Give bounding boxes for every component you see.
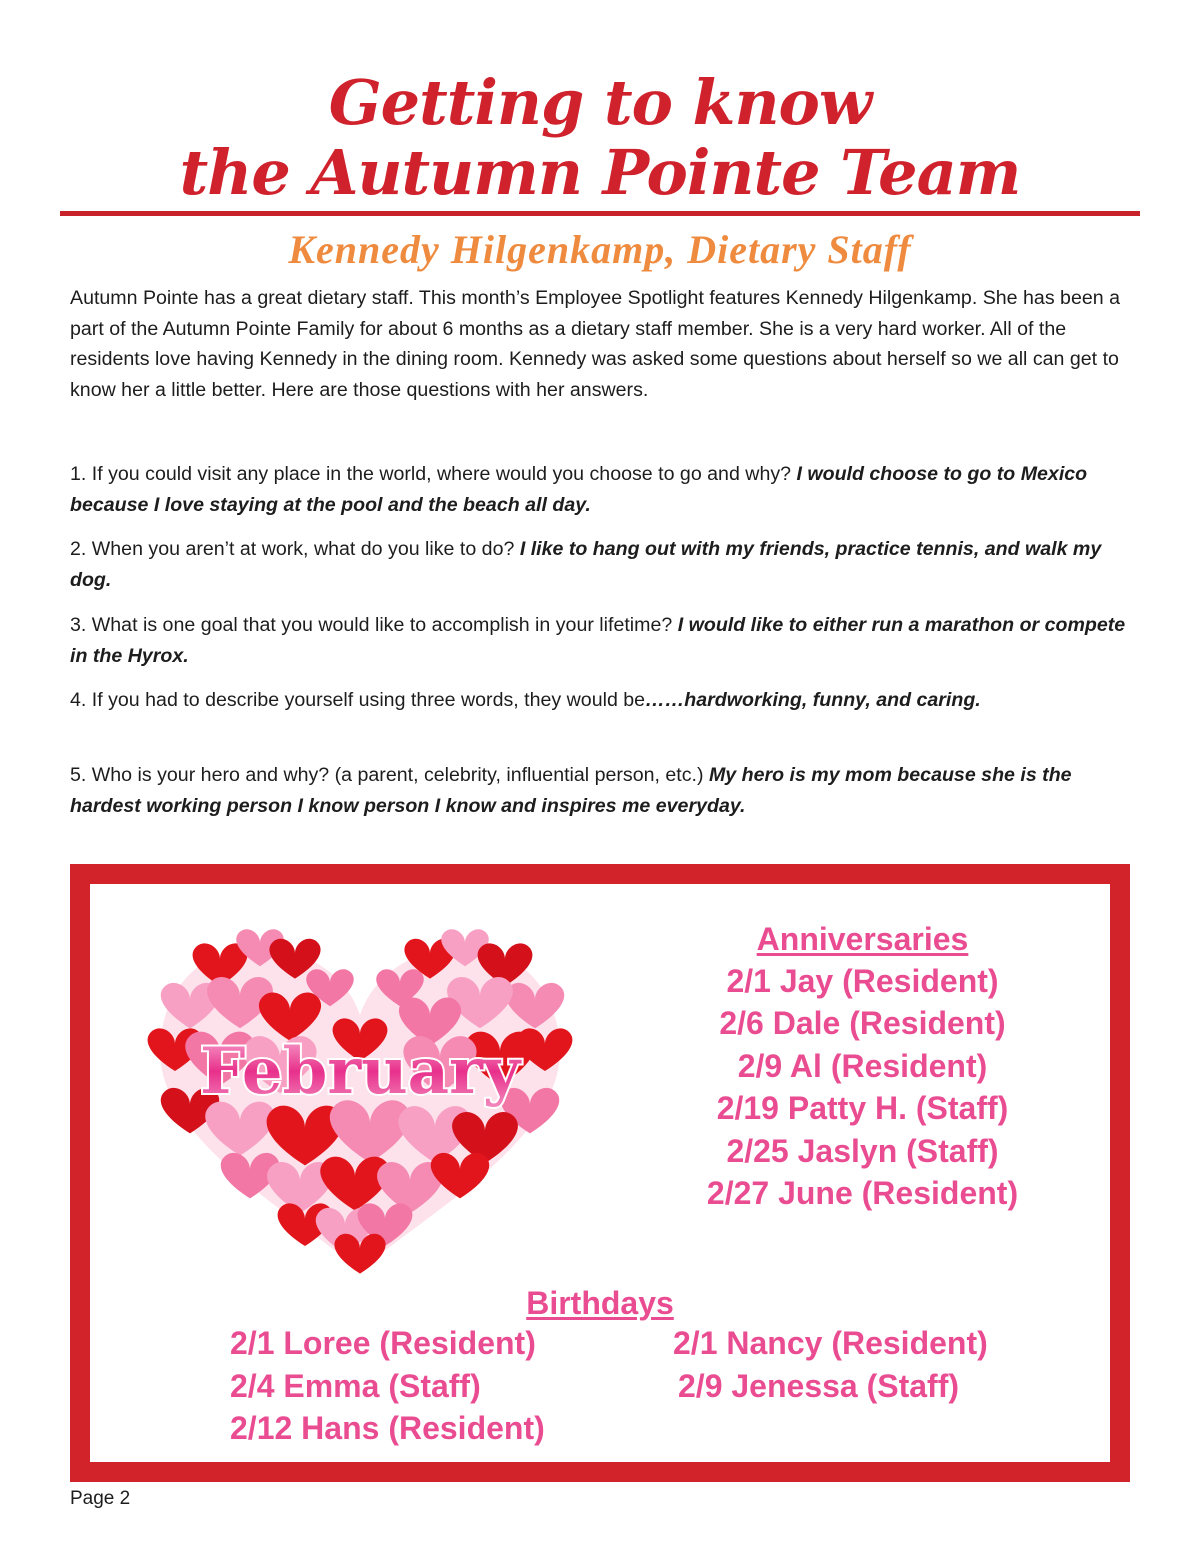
question-text: 4. If you had to describe yourself using three words, they would be [70, 689, 646, 711]
answer-text: ……hardworking, funny, and caring. [645, 689, 981, 711]
anniversary-item: 2/1 Jay (Resident) [726, 963, 999, 999]
birthdays-column-1 [230, 1322, 545, 1450]
birthdays-column-2 [673, 1322, 988, 1407]
page-title-line-1: Getting to know [328, 66, 872, 139]
qa-item-1 [70, 459, 1145, 520]
anniversary-item: 2/6 Dale (Resident) [719, 1005, 1006, 1042]
page-title-line-2: the Autumn Pointe Team [179, 136, 1021, 209]
qa-item-3 [70, 610, 1145, 671]
anniversary-item: 2/25 Jaslyn (Staff) [726, 1132, 999, 1169]
birthday-item: 2/9 Jenessa (Staff) [678, 1367, 960, 1404]
birthday-item: 2/4 Emma (Staff) [230, 1367, 481, 1404]
birthdays-heading: Birthdays [526, 1285, 674, 1321]
anniversaries-heading: Anniversaries [756, 921, 969, 957]
qa-item-5 [70, 760, 1145, 821]
question-text: 1. If you could visit any place in the world, where would you choose to go and why? [70, 463, 797, 485]
answer-text: My hero is my mom because she is the hardest working person I know person I know and inspires me everyday. [70, 764, 1072, 817]
intro-paragraph: Autumn Pointe has a great dietary staff. This month’s Employee Spotlight features Kennedy Hilgenkamp. She has been a part of the Autumn Pointe Family for about 6 months as a dietary staff member. She is a very hard worker. All of the residents love having Kennedy in the dining room. Kennedy was asked some questions about herself so we all can get to know her a little better. Here are those questions with her answers. [70, 287, 1120, 401]
spotlight-subtitle: Kennedy Hilgenkamp, Dietary Staff [288, 227, 912, 272]
anniversaries-list [680, 918, 1045, 1214]
qa-item-2 [70, 534, 1145, 595]
question-text: 3. What is one goal that you would like to accomplish in your lifetime? [70, 614, 678, 636]
birthday-item: 2/1 Loree (Resident) [230, 1325, 536, 1361]
question-text: 5. Who is your hero and why? (a parent, celebrity, influential person, etc.) [70, 764, 709, 786]
title-divider [60, 211, 1140, 216]
anniversary-item: 2/27 June (Resident) [706, 1175, 1019, 1212]
answer-text: I would like to either run a marathon or compete in the Hyrox. [70, 614, 1126, 667]
february-heart-graphic [130, 905, 590, 1275]
birthday-item: 2/12 Hans (Resident) [230, 1410, 545, 1446]
february-label: February [199, 1034, 521, 1109]
birthday-item: 2/1 Nancy (Resident) [673, 1325, 988, 1361]
page-number: Page 2 [70, 1488, 131, 1509]
anniversary-item: 2/19 Patty H. (Staff) [716, 1090, 1009, 1127]
anniversary-item: 2/9 Al (Resident) [737, 1047, 988, 1084]
answer-text: I like to hang out with my friends, practice tennis, and walk my dog. [70, 538, 1102, 591]
qa-item-4 [70, 685, 1145, 716]
answer-text: I would choose to go to Mexico because I love staying at the pool and the beach all day. [70, 463, 1088, 516]
question-text: 2. When you aren’t at work, what do you like to do? [70, 538, 520, 560]
